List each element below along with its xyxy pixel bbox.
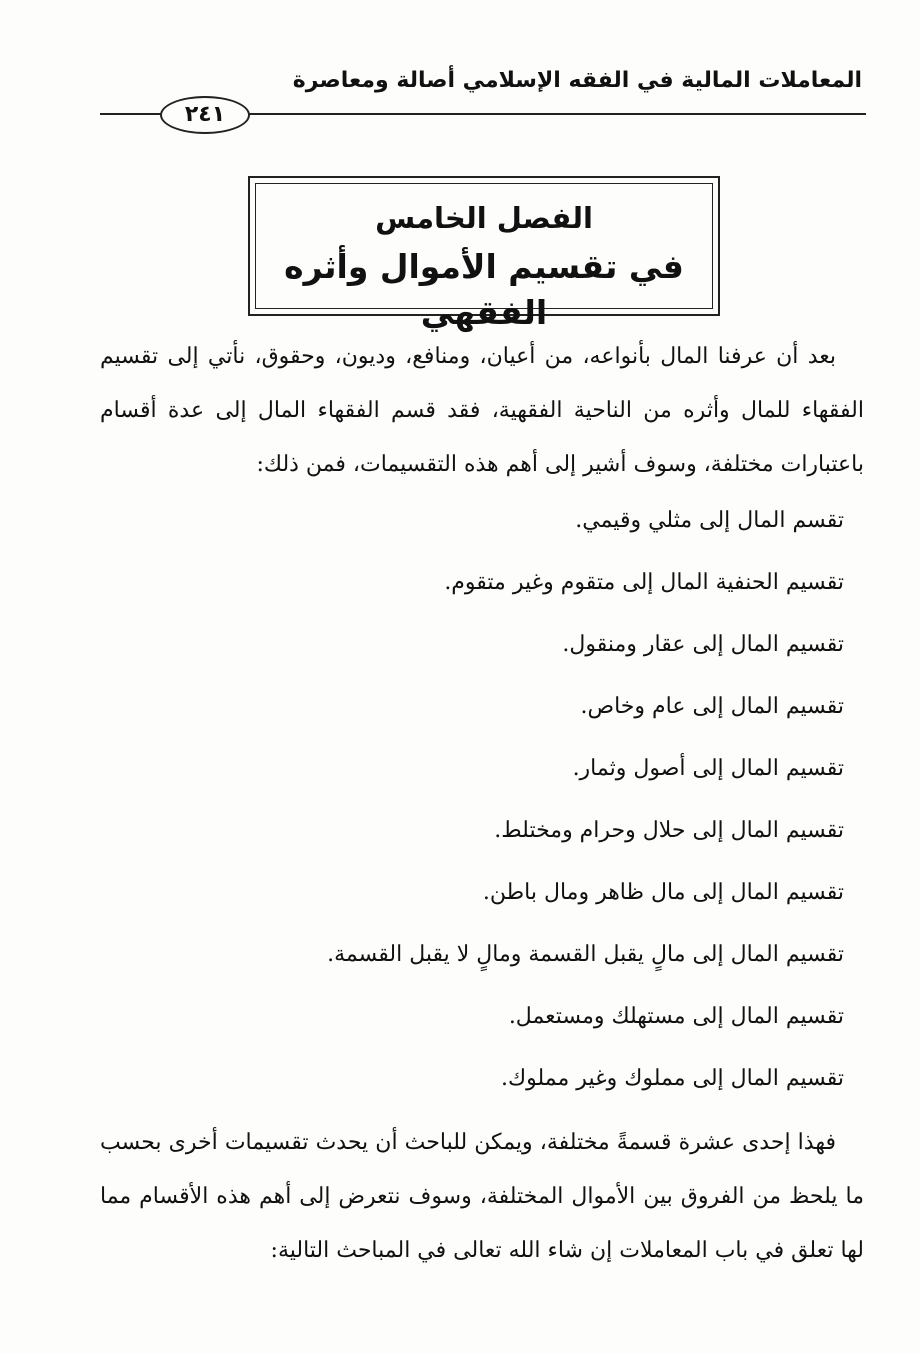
list-item: تقسيم المال إلى أصول وثمار. <box>572 756 844 781</box>
list-item: تقسيم المال إلى مال ظاهر ومال باطن. <box>482 880 844 905</box>
list-item: تقسيم المال إلى مالٍ يقبل القسمة ومالٍ لا يقبل القسمة. <box>327 942 844 967</box>
intro-paragraph-text: بعد أن عرفنا المال بأنواعه، من أعيان، ومنافع، وديون، وحقوق، نأتي إلى تقسيم الفقهاء للمال وأثره من الناحية الفقهية، فقد قسم الفقهاء المال إلى عدة أقسام باعتبارات مختلفة، وسوف أشير إلى أهم هذه التقسيمات، فمن ذلك: <box>100 344 864 477</box>
divisions-list <box>104 494 844 1114</box>
running-header: المعاملات المالية في الفقه الإسلامي أصالة ومعاصرة <box>292 68 862 93</box>
list-item: تقسيم المال إلى عقار ومنقول. <box>562 632 844 657</box>
list-item: تقسيم الحنفية المال إلى متقوم وغير متقوم. <box>444 570 844 595</box>
list-item: تقسيم المال إلى حلال وحرام ومختلط. <box>494 818 844 843</box>
chapter-title: في تقسيم الأموال وأثره الفقهي <box>284 247 684 332</box>
list-item: تقسيم المال إلى عام وخاص. <box>580 694 844 719</box>
chapter-title-inner-frame <box>255 183 713 332</box>
chapter-number: الفصل الخامس <box>375 201 593 235</box>
list-item: تقسم المال إلى مثلي وقيمي. <box>575 508 844 533</box>
list-item: تقسيم المال إلى مملوك وغير مملوك. <box>501 1066 844 1091</box>
conclusion-paragraph <box>100 1116 864 1278</box>
conclusion-paragraph-text: فهذا إحدى عشرة قسمةً مختلفة، ويمكن للباحث أن يحدث تقسيمات أخرى بحسب ما يلحظ من الفروق بين الأموال المختلفة، وسوف نتعرض إلى أهم هذه الأقسام مما لها تعلق في باب المعاملات إن شاء الله تعالى في المباحث التالية: <box>100 1130 864 1263</box>
intro-paragraph <box>100 330 864 492</box>
list-item: تقسيم المال إلى مستهلك ومستعمل. <box>508 1004 844 1029</box>
page-number: ٢٤١ <box>160 96 250 134</box>
chapter-title-frame <box>248 176 720 332</box>
